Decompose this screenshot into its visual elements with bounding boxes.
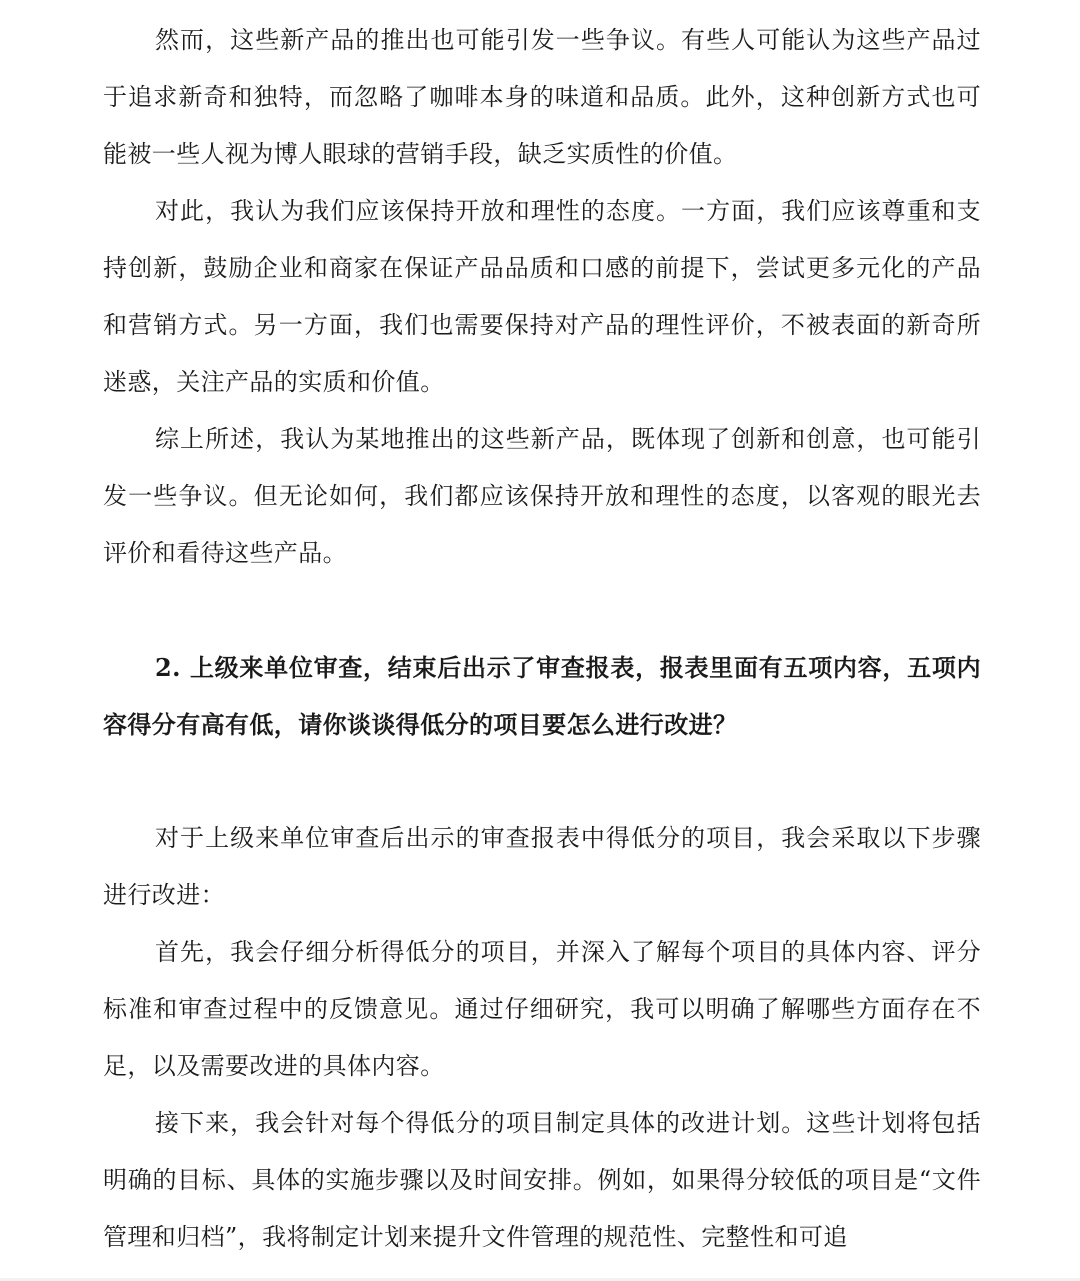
- paragraph-answer-next: 接下来，我会针对每个得低分的项目制定具体的改进计划。这些计划将包括明确的目标、具体的实施步骤以及时间安排。例如，如果得分较低的项目是“文件管理和归档”，我将制定计划来提升文件管理的规范性、完整性和可追: [103, 1109, 981, 1251]
- paragraph-summary: 综上所述，我认为某地推出的这些新产品，既体现了创新和创意，也可能引发一些争议。但无论如何，我们都应该保持开放和理性的态度，以客观的眼光去评价和看待这些产品。: [103, 425, 981, 567]
- paragraph-answer-first: 首先，我会仔细分析得低分的项目，并深入了解每个项目的具体内容、评分标准和审查过程中的反馈意见。通过仔细研究，我可以明确了解哪些方面存在不足，以及需要改进的具体内容。: [103, 938, 981, 1080]
- section-spacer: [103, 582, 981, 639]
- paragraph-attitude: 对此，我认为我们应该保持开放和理性的态度。一方面，我们应该尊重和支持创新，鼓励企业和商家在保证产品品质和口感的前提下，尝试更多元化的产品和营销方式。另一方面，我们也需要保持对产品的理性评价，不被表面的新奇所迷惑，关注产品的实质和价值。: [103, 197, 981, 396]
- paragraph-controversy: 然而，这些新产品的推出也可能引发一些争议。有些人可能认为这些产品过于追求新奇和独特，而忽略了咖啡本身的味道和品质。此外，这种创新方式也可能被一些人视为博人眼球的营销手段，缺乏实质性的价值。: [103, 26, 981, 168]
- paragraph-answer-intro: 对于上级来单位审查后出示的审查报表中得低分的项目，我会采取以下步骤进行改进：: [103, 824, 981, 909]
- question-spacer: [103, 753, 981, 810]
- question-heading: 2. 上级来单位审查，结束后出示了审查报表，报表里面有五项内容，五项内容得分有高有低，请你谈谈得低分的项目要怎么进行改进？: [103, 653, 981, 739]
- document-body: [103, 12, 981, 1266]
